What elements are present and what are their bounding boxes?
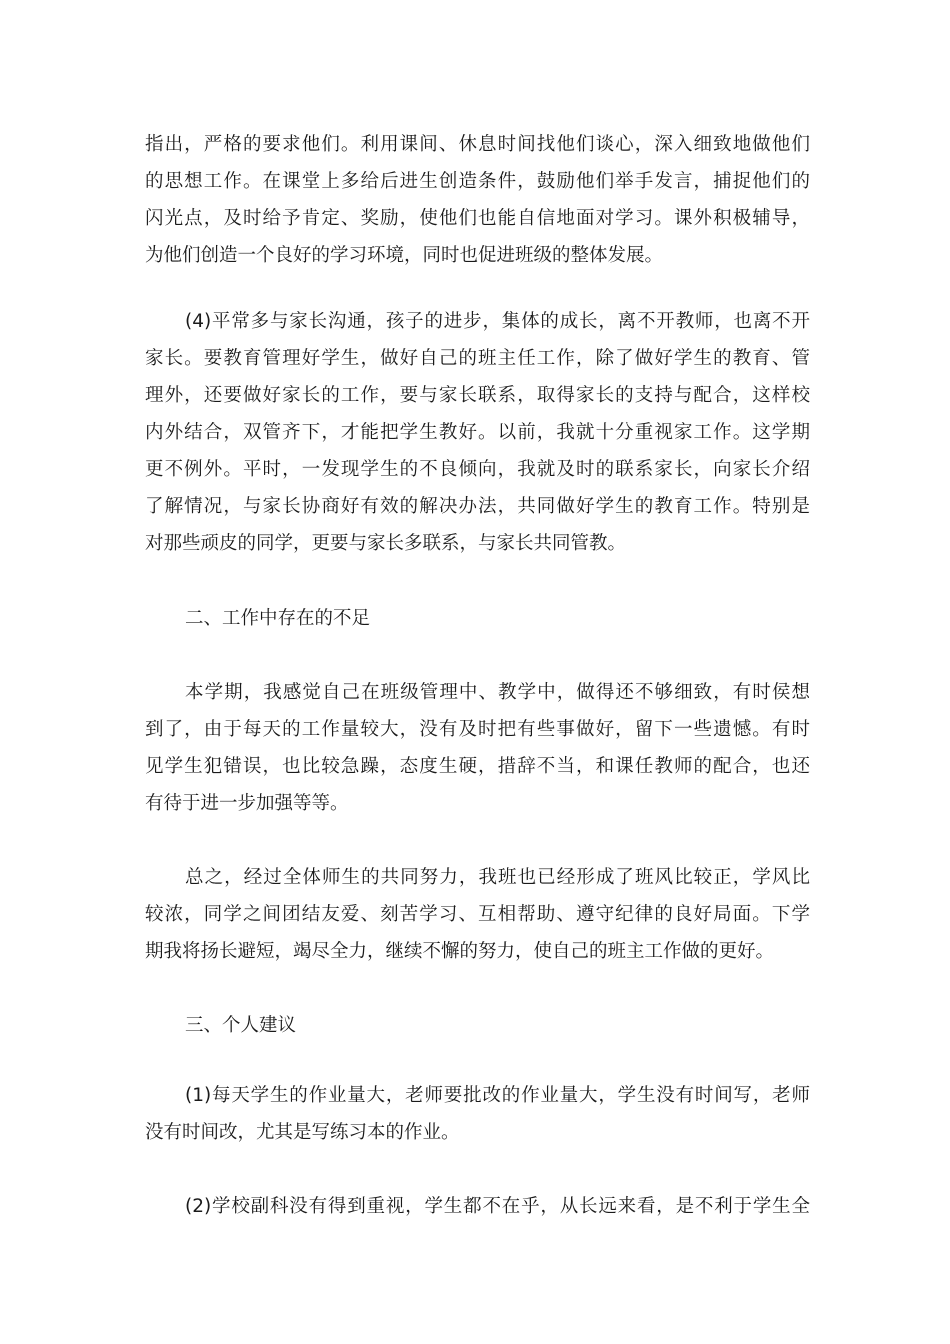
paragraph-summary: [145, 859, 810, 970]
text-line: 家长。要教育管理好学生，做好自己的班主任工作，除了做好学生的教育、管: [145, 348, 810, 369]
heading-text: 三、个人建议: [185, 1015, 297, 1036]
paragraph-shortcomings: [145, 674, 810, 822]
text-line: 闪光点，及时给予肯定、奖励，使他们也能自信地面对学习。课外积极辅导，: [145, 208, 810, 229]
text-line: 理外，还要做好家长的工作，要与家长联系，取得家长的支持与配合，这样校: [145, 385, 810, 406]
text-line: (4)平常多与家长沟通，孩子的进步，集体的成长，离不开教师，也离不开: [185, 311, 810, 332]
text-line: 指出，严格的要求他们。利用课间、休息时间找他们谈心，深入细致地做他们: [145, 134, 810, 155]
section-heading-suggestions: [145, 1007, 810, 1044]
text-line: 的思想工作。在课堂上多给后进生创造条件，鼓励他们举手发言，捕捉他们的: [145, 171, 810, 192]
section-heading-shortcomings: [145, 600, 810, 637]
text-line: (2)学校副科没有得到重视，学生都不在乎，从长远来看，是不利于学生全: [185, 1196, 810, 1217]
heading-text: 二、工作中存在的不足: [185, 608, 371, 629]
text-line: 期我将扬长避短，竭尽全力，继续不懈的努力，使自己的班主工作做的更好。: [145, 941, 775, 962]
text-line: 对那些顽皮的同学，更要与家长多联系，与家长共同管教。: [145, 533, 627, 554]
paragraph-item-4: [145, 303, 810, 562]
text-line: 了解情况，与家长协商好有效的解决办法，共同做好学生的教育工作。特别是: [145, 496, 810, 517]
text-line: 本学期，我感觉自己在班级管理中、教学中，做得还不够细致，有时侯想: [185, 682, 810, 703]
paragraph-continuation: [145, 126, 810, 274]
text-line: 有待于进一步加强等等。: [145, 793, 349, 814]
text-line: 见学生犯错误，也比较急躁，态度生硬，措辞不当，和课任教师的配合，也还: [145, 756, 810, 777]
paragraph-suggestion-1: [145, 1077, 810, 1151]
text-line: 较浓，同学之间团结友爱、刻苦学习、互相帮助、遵守纪律的良好局面。下学: [145, 904, 810, 925]
text-line: (1)每天学生的作业量大，老师要批改的作业量大，学生没有时间写，老师: [185, 1085, 810, 1106]
paragraph-suggestion-2: [145, 1188, 810, 1225]
text-line: 为他们创造一个良好的学习环境，同时也促进班级的整体发展。: [145, 245, 664, 266]
text-line: 到了，由于每天的工作量较大，没有及时把有些事做好，留下一些遗憾。有时: [145, 719, 810, 740]
text-line: 更不例外。平时，一发现学生的不良倾向，我就及时的联系家长，向家长介绍: [145, 459, 810, 480]
text-line: 没有时间改，尤其是写练习本的作业。: [145, 1122, 460, 1143]
text-line: 内外结合，双管齐下，才能把学生教好。以前，我就十分重视家工作。这学期: [145, 422, 810, 443]
text-line: 总之，经过全体师生的共同努力，我班也已经形成了班风比较正，学风比: [185, 867, 810, 888]
